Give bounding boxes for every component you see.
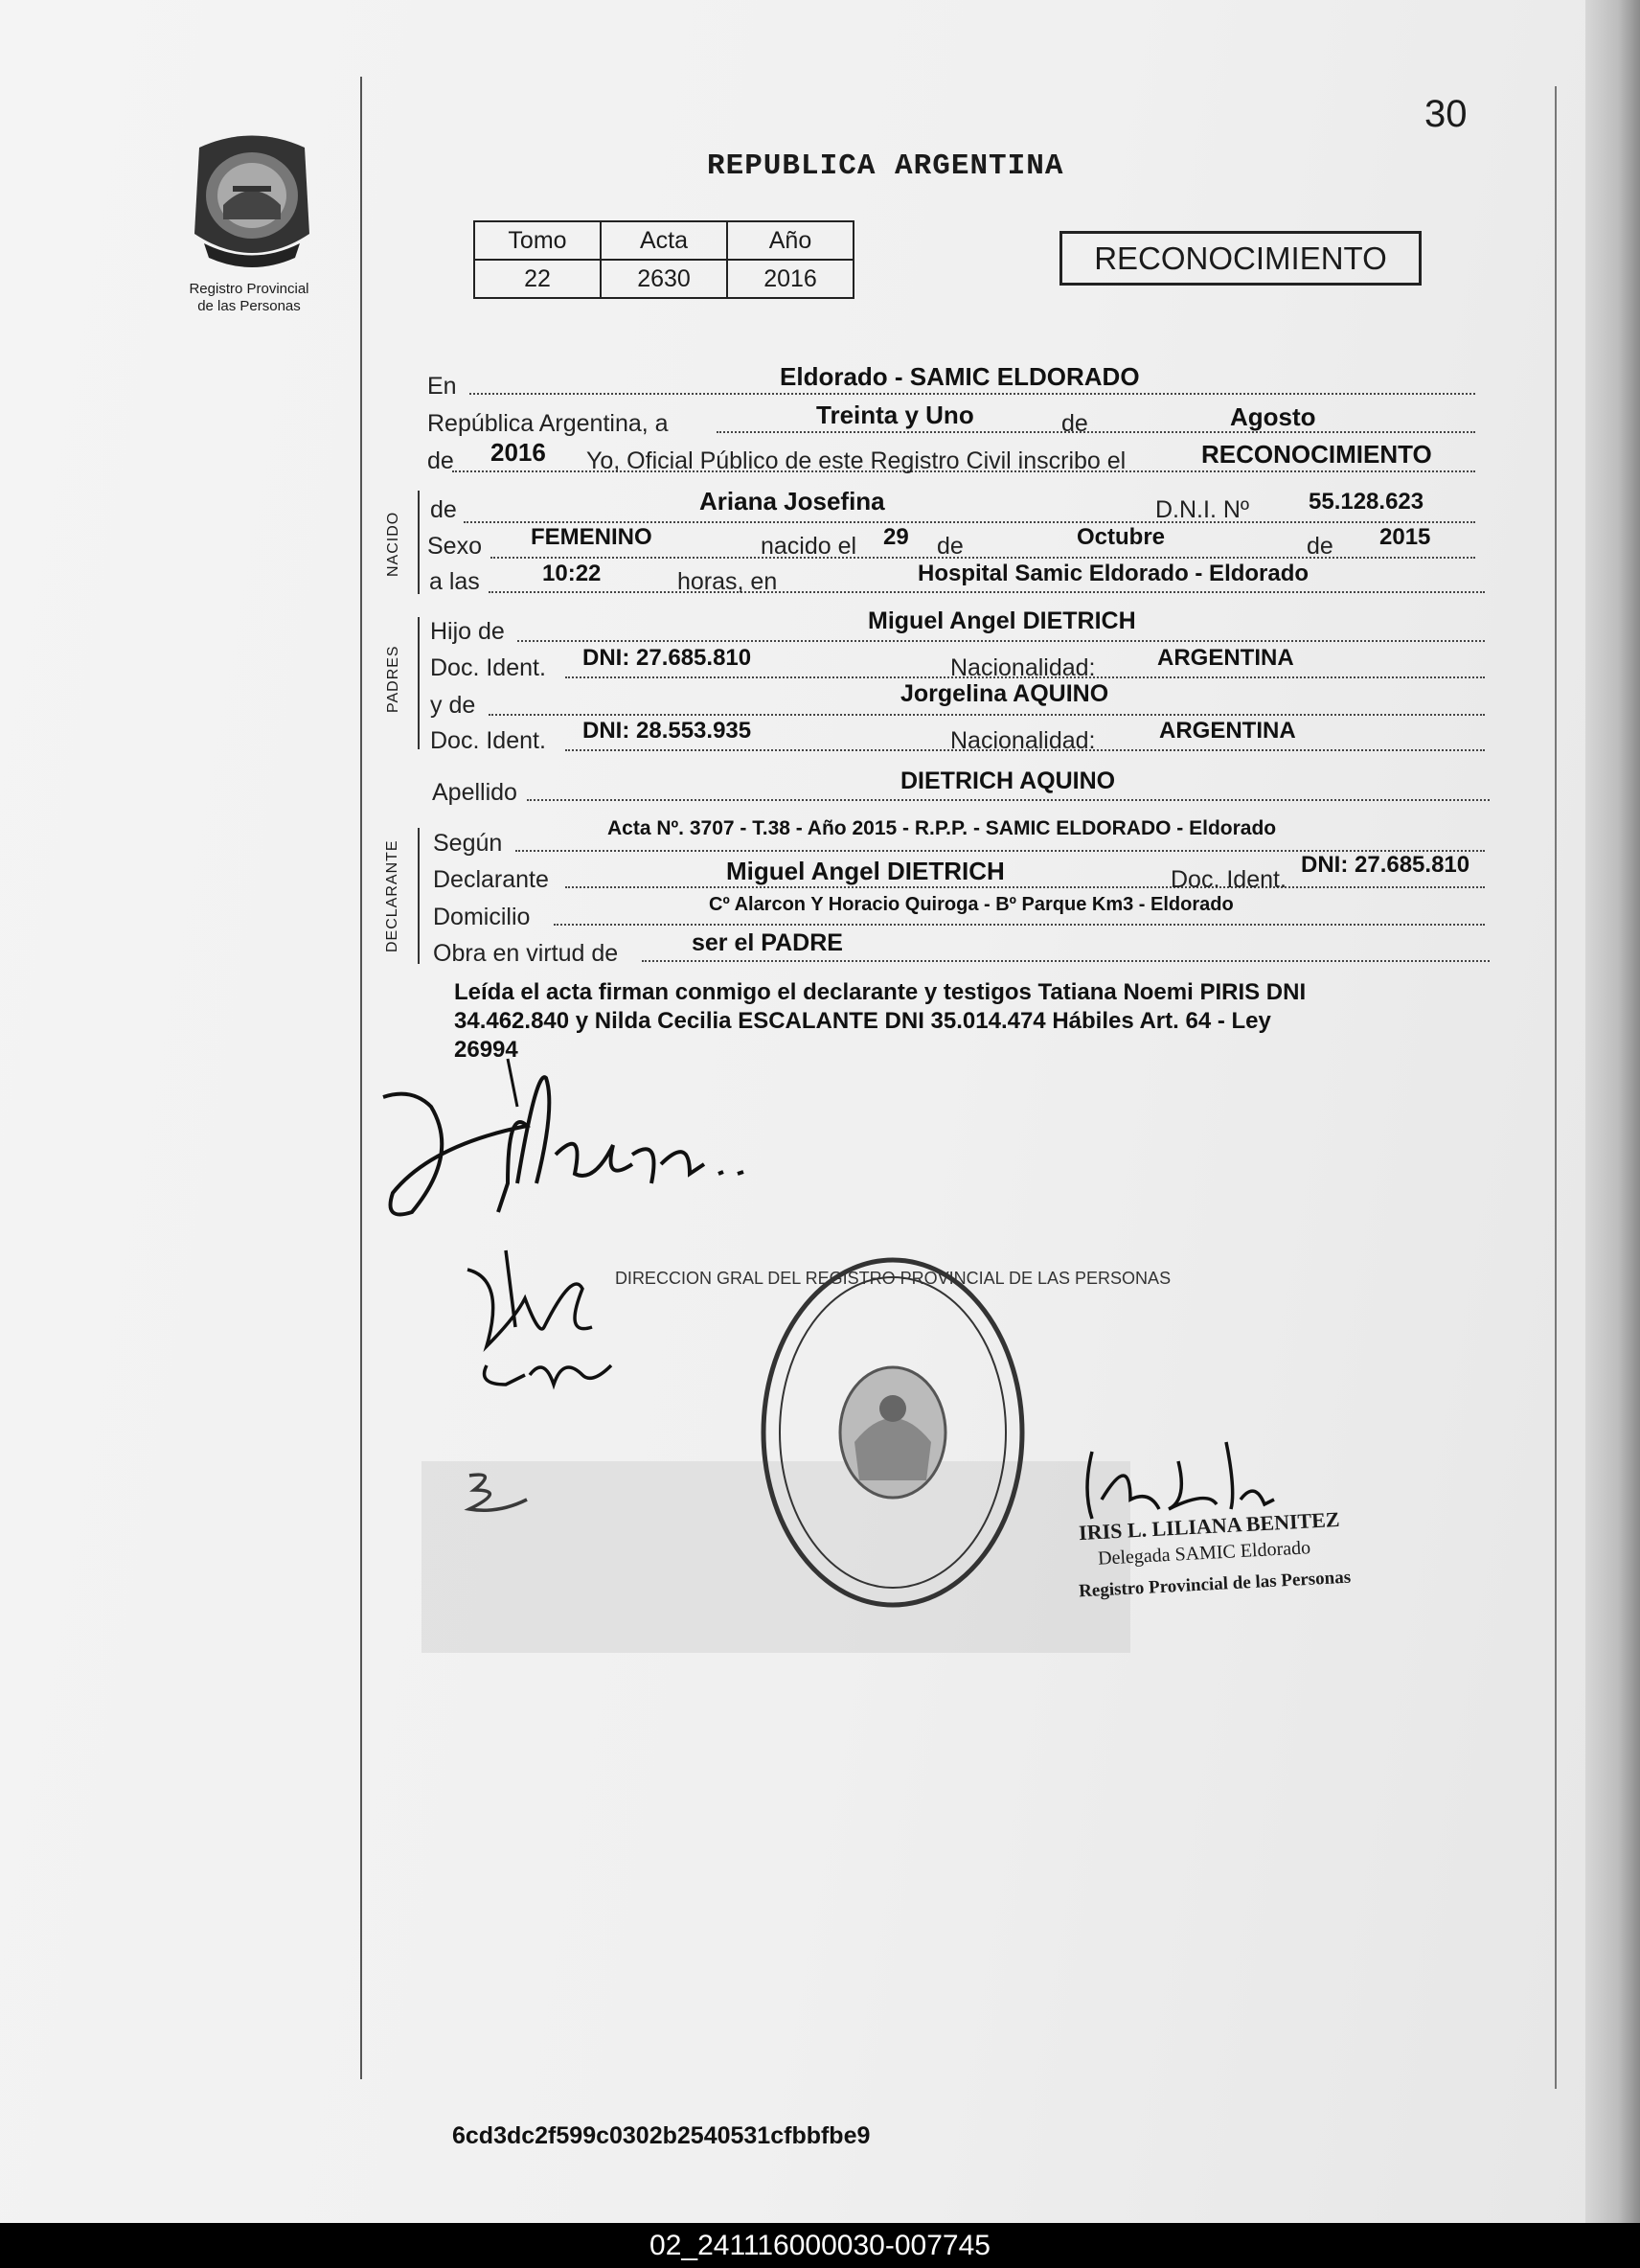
side-label-declarante: DECLARANTE: [384, 839, 400, 952]
label-dni: D.N.I. Nº: [1155, 496, 1250, 523]
value-apellido: DIETRICH AQUINO: [900, 767, 1116, 794]
label-nacionalidad-1: Nacionalidad:: [950, 654, 1096, 681]
page-number: 30: [1424, 93, 1468, 135]
value-nac-anio: 2015: [1379, 524, 1431, 550]
register-value-anio: 2016: [727, 260, 854, 298]
label-de-nombre: de: [430, 496, 457, 523]
value-nombre: Ariana Josefina: [699, 487, 885, 515]
dotted-line: [642, 960, 1490, 962]
value-dia: Treinta y Uno: [816, 401, 974, 429]
label-segun: Según: [433, 830, 503, 857]
label-a-las: a las: [429, 568, 480, 595]
dotted-line: [489, 714, 1485, 716]
label-hijo-de: Hijo de: [430, 618, 505, 645]
side-label-padres: PADRES: [385, 645, 401, 713]
value-padre-doc: DNI: 27.685.810: [582, 645, 752, 671]
seal-ring-text: DIRECCION GRAL DEL REGISTRO PROVINCIAL DE LAS PERSONAS: [614, 1269, 1172, 1288]
register-header-anio: Año: [727, 221, 854, 260]
value-obra: ser el PADRE: [692, 929, 843, 956]
page-edge: [1585, 0, 1640, 2223]
value-madre-nac: ARGENTINA: [1159, 718, 1296, 744]
label-de-year: de: [427, 447, 454, 474]
dotted-line: [717, 431, 1475, 433]
value-declarante: Miguel Angel DIETRICH: [726, 857, 1005, 885]
value-nac-mes: Octubre: [1077, 524, 1166, 550]
value-nac-dia: 29: [883, 524, 909, 550]
value-lugar: Eldorado - SAMIC ELDORADO: [780, 362, 1140, 391]
register-header-acta: Acta: [601, 221, 727, 260]
register-header-tomo: Tomo: [474, 221, 601, 260]
label-doc-ident-3: Doc. Ident.: [1171, 866, 1287, 893]
value-hora: 10:22: [542, 561, 602, 586]
label-de-anio2: de: [1307, 533, 1333, 560]
document-hash: 6cd3dc2f599c0302b2540531cfbbfbe9: [452, 2122, 871, 2149]
logo-caption: [153, 281, 345, 315]
value-tipo: RECONOCIMIENTO: [1201, 440, 1432, 469]
dotted-line: [464, 521, 1475, 523]
register-value-acta: 2630: [601, 260, 727, 298]
official-role: Delegada SAMIC Eldorado: [1097, 1537, 1311, 1569]
closing-line2: 34.462.840 y Nilda Cecilia ESCALANTE DNI 35.014.474 Hábiles Art. 64 - Ley: [454, 1008, 1271, 1034]
label-doc-ident-2: Doc. Ident.: [430, 727, 546, 754]
dotted-line: [489, 591, 1485, 593]
label-apellido: Apellido: [432, 779, 517, 806]
dotted-line: [517, 640, 1485, 642]
value-padre: Miguel Angel DIETRICH: [868, 607, 1136, 634]
register-value-row: [474, 260, 854, 298]
dotted-line: [554, 924, 1485, 926]
dotted-line: [469, 393, 1475, 395]
label-en: En: [427, 373, 457, 400]
label-y-de: y de: [430, 692, 476, 719]
witness-signature-1: [448, 1231, 640, 1404]
value-lugar-nac: Hospital Samic Eldorado - Eldorado: [918, 561, 1310, 586]
closing-line1: Leída el acta firman conmigo el declarante y testigos Tatiana Noemi PIRIS DNI: [454, 979, 1307, 1005]
margin-line: [360, 77, 362, 2079]
province-emblem-icon: [180, 128, 324, 272]
dotted-line: [527, 799, 1490, 801]
label-obra: Obra en virtud de: [433, 940, 619, 967]
register-table: [473, 220, 854, 299]
value-sexo: FEMENINO: [531, 524, 652, 550]
register-value-tomo: 22: [474, 260, 601, 298]
label-republica: República Argentina, a: [427, 410, 669, 437]
scan-footer-code: 02_241116000030-007745: [0, 2223, 1640, 2268]
value-domicilio: Cº Alarcon Y Horacio Quiroga - Bº Parque Km3 - Eldorado: [709, 894, 1234, 915]
dotted-line: [565, 886, 1485, 888]
official-seal-icon: [614, 1250, 1172, 1615]
official-name: IRIS L. LILIANA BENITEZ: [1078, 1506, 1341, 1546]
value-segun: Acta Nº. 3707 - T.38 - Año 2015 - R.P.P. - SAMIC ELDORADO - Eldorado: [607, 817, 1277, 839]
declarante-bracket: [418, 828, 420, 964]
label-de-mes: de: [1061, 410, 1088, 437]
value-declarante-doc: DNI: 27.685.810: [1301, 852, 1470, 878]
value-madre-doc: DNI: 28.553.935: [582, 718, 752, 744]
closing-line3: 26994: [454, 1037, 518, 1063]
label-domicilio: Domicilio: [433, 904, 531, 930]
logo-caption-line2: de las Personas: [197, 298, 301, 314]
document-title: REPUBLICA ARGENTINA: [707, 149, 1064, 183]
side-label-nacido: NACIDO: [385, 511, 401, 577]
value-madre: Jorgelina AQUINO: [900, 680, 1109, 707]
label-doc-ident-1: Doc. Ident.: [430, 654, 546, 681]
label-declarante: Declarante: [433, 866, 549, 893]
value-padre-nac: ARGENTINA: [1157, 645, 1294, 671]
value-mes: Agosto: [1230, 402, 1316, 431]
label-nacionalidad-2: Nacionalidad:: [950, 727, 1096, 754]
act-type-box: RECONOCIMIENTO: [1059, 231, 1422, 286]
right-margin-line: [1555, 86, 1557, 2089]
logo-caption-line1: Registro Provincial: [189, 281, 309, 297]
nacido-bracket: [418, 491, 420, 594]
value-anio: 2016: [490, 438, 546, 467]
label-de-mes2: de: [937, 533, 964, 560]
official-org: Registro Provincial de las Personas: [1078, 1567, 1352, 1602]
value-dni: 55.128.623: [1309, 489, 1424, 515]
padres-bracket: [418, 617, 420, 749]
label-horas-en: horas, en: [677, 568, 778, 595]
label-nacido-el: nacido el: [761, 533, 857, 560]
label-yo-oficial: Yo, Oficial Público de este Registro Civil inscribo el: [586, 447, 1127, 474]
label-sexo: Sexo: [427, 533, 482, 560]
register-header-row: [474, 221, 854, 260]
declarant-signature: [374, 1049, 776, 1231]
